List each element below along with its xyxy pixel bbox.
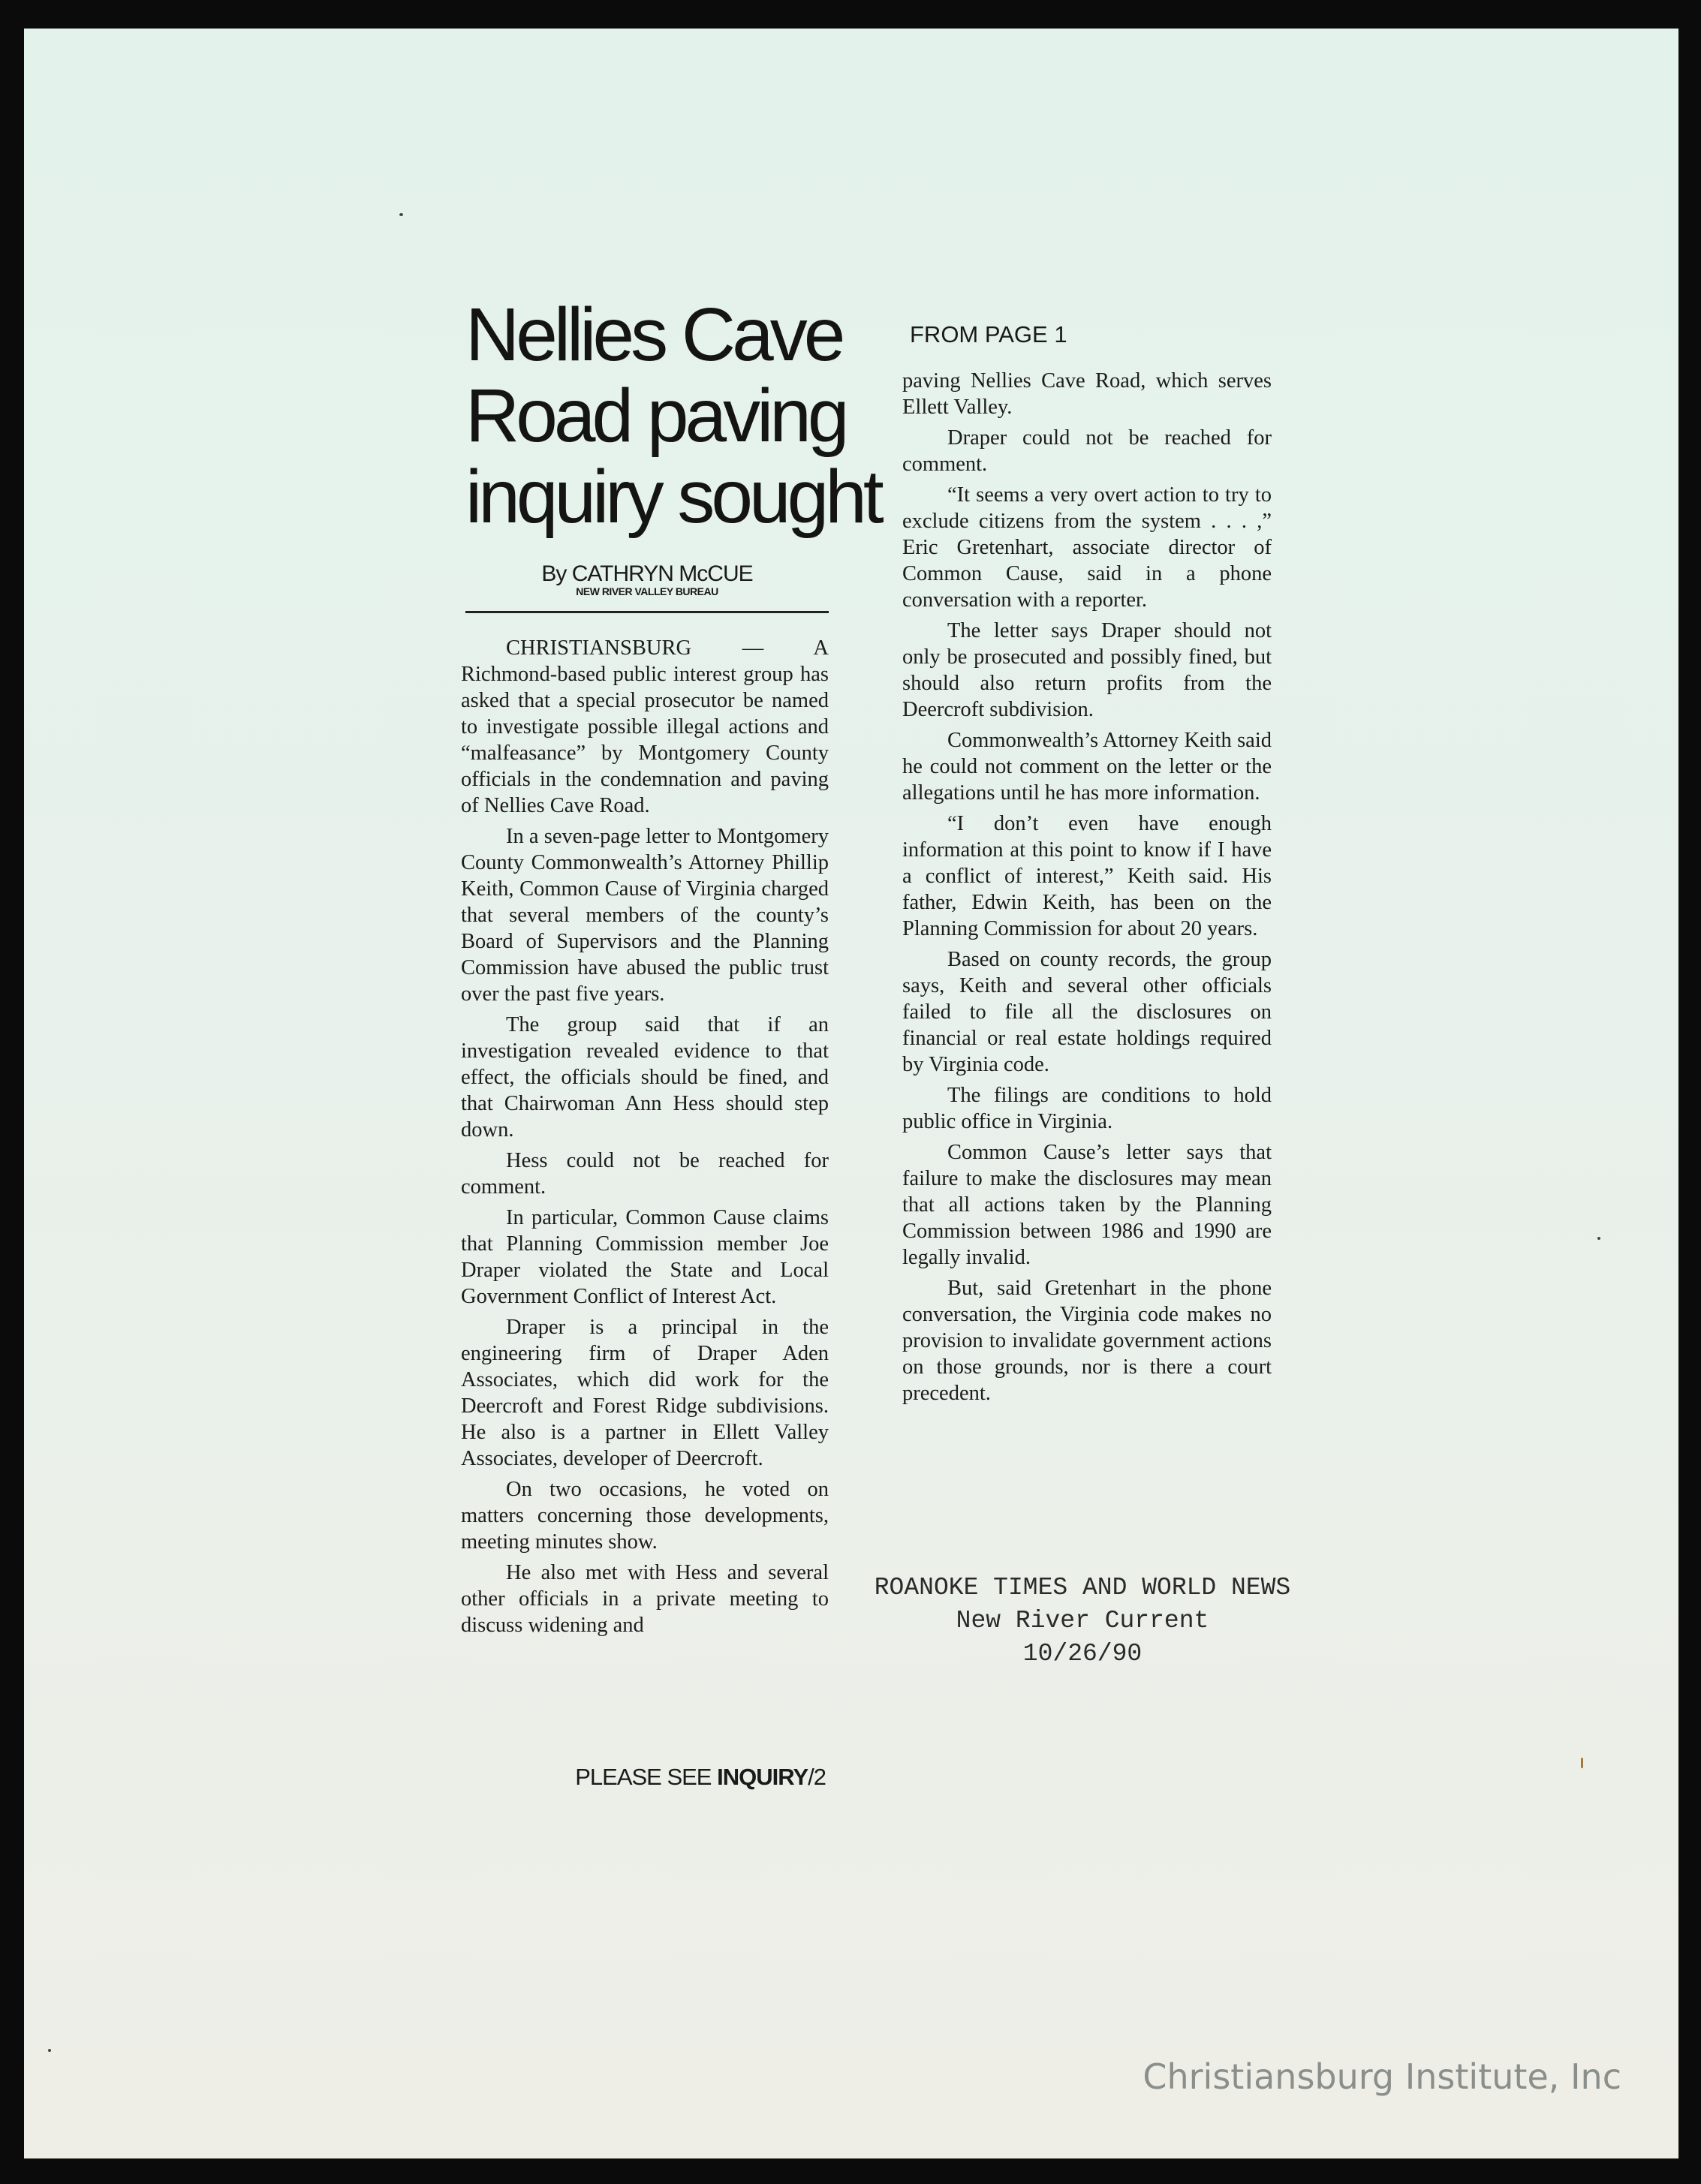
column2-paragraph: “It seems a very overt action to try to exclude citizens from the system . . . ,” Eric Gretenhart, associate director of Common Cause, said in a phone conversation with a reporter. [902, 483, 1272, 612]
byline-bureau: NEW RIVER VALLEY BUREAU [576, 585, 718, 597]
column1-paragraph: Hess could not be reached for comment. [461, 1149, 829, 1199]
column2-paragraph: But, said Gretenhart in the phone conversation, the Virginia code makes no provision to invalidate government actions on those grounds, nor is there a court precedent. [902, 1277, 1272, 1405]
paper-speck [48, 2049, 51, 2052]
byline [465, 561, 829, 597]
column2-paragraph: Based on county records, the group says, Keith and several other officials failed to file all the disclosures on financial or real estate holdings required by Virginia code. [902, 948, 1272, 1076]
source-section: New River Current [956, 1607, 1209, 1635]
source-publication: ROANOKE TIMES AND WORLD NEWS [874, 1574, 1291, 1602]
headline-line-2: Road paving [465, 374, 846, 458]
watermark: Christiansburg Institute, Inc [1143, 2056, 1621, 2097]
column1-paragraph: In a seven-page letter to Montgomery County Commonwealth’s Attorney Phillip Keith, Common Cause of Virginia charged that several members of the county’s Board of Supervisors and the Planning Commission have abused the public trust over the past five years. [461, 825, 829, 1006]
paper-speck [1597, 1237, 1600, 1240]
headline-line-1: Nellies Cave [465, 293, 842, 377]
jump-prefix: PLEASE SEE [575, 1764, 718, 1790]
source-date: 10/26/90 [1022, 1640, 1143, 1668]
article-column-2 [902, 368, 1272, 1411]
column1-paragraph: On two occasions, he voted on matters concerning those developments, meeting minutes show. [461, 1478, 829, 1554]
column2-paragraph: Draper could not be reached for comment. [902, 426, 1272, 476]
column1-paragraph: In particular, Common Cause claims that Planning Commission member Joe Draper violated the State and Local Government Conflict of Interest Act. [461, 1206, 829, 1308]
from-page-label: FROM PAGE 1 [910, 321, 1067, 347]
jump-line [525, 1764, 826, 1791]
column1-paragraph: The group said that if an investigation revealed evidence to that effect, the officials should be fined, and that Chairwoman Ann Hess should step down. [461, 1013, 829, 1142]
column1-paragraph: CHRISTIANSBURG — A Richmond-based public interest group has asked that a special prosecutor be named to investigate possible illegal actions and “malfeasance” by Montgomery County officials in the condemnation and paving of Nellies Cave Road. [461, 636, 829, 817]
byline-author: By CATHRYN McCUE [541, 561, 753, 586]
column2-paragraph: paving Nellies Cave Road, which serves Ellett Valley. [902, 369, 1272, 419]
jump-suffix: /2 [808, 1764, 826, 1790]
article-headline [465, 293, 881, 539]
paper-speck [399, 213, 403, 216]
column1-paragraph: Draper is a principal in the engineering firm of Draper Aden Associates, which did work for the Deercroft and Forest Ridge subdivisions. He also is a partner in Ellett Valley Associates, developer of Deercroft. [461, 1316, 829, 1470]
column2-paragraph: The letter says Draper should not only be prosecuted and possibly fined, but should also return profits from the Deercroft subdivision. [902, 619, 1272, 721]
article-column-1 [461, 635, 829, 1643]
column2-paragraph: The filings are conditions to hold public office in Virginia. [902, 1084, 1272, 1133]
column2-paragraph: Common Cause’s letter says that failure to make the disclosures may mean that all actions taken by the Planning Commission between 1986 and 1990 are legally invalid. [902, 1141, 1272, 1269]
column1-paragraph: He also met with Hess and several other officials in a private meeting to discuss widening and [461, 1561, 829, 1637]
source-stamp [842, 1572, 1323, 1671]
paper-speck [1581, 1758, 1583, 1768]
jump-word: INQUIRY [717, 1764, 808, 1790]
byline-rule [465, 611, 829, 613]
column2-paragraph: “I don’t even have enough information at this point to know if I have a conflict of interest,” Keith said. His father, Edwin Keith, has been on the Planning Commission for about 20 years. [902, 812, 1272, 940]
headline-line-3: inquiry sought [465, 455, 881, 539]
column2-paragraph: Commonwealth’s Attorney Keith said he could not comment on the letter or the allegations until he has more information. [902, 729, 1272, 805]
